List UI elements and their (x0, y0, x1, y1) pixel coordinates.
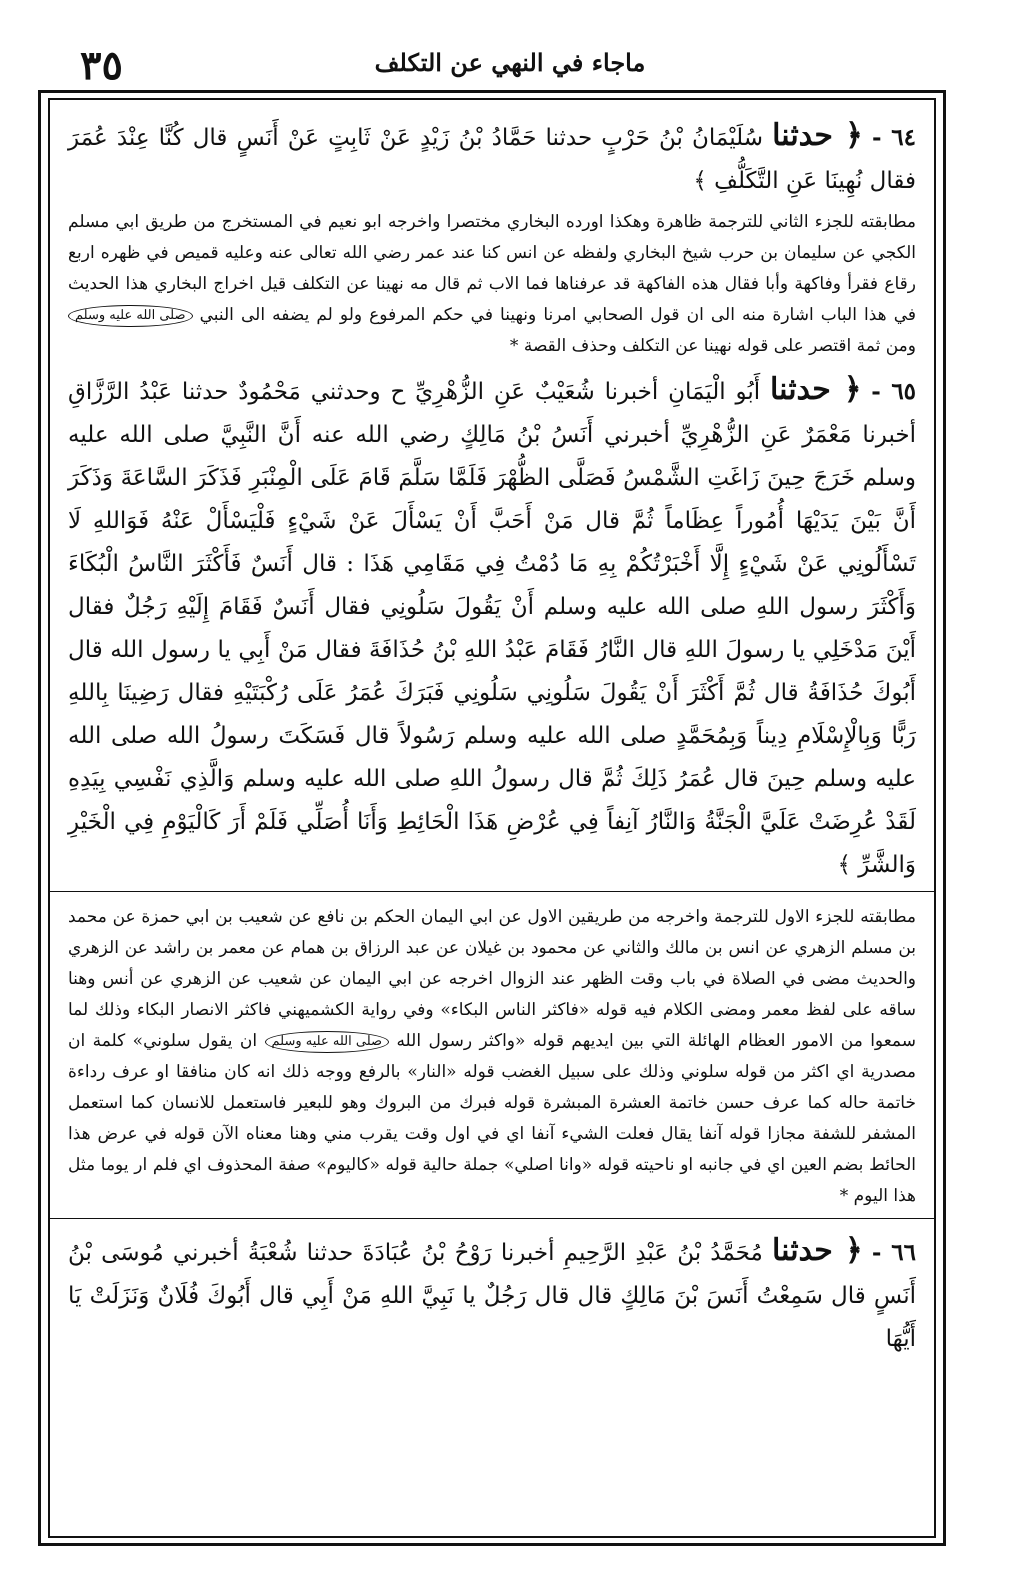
section-divider (50, 891, 934, 892)
commentary-text: مطابقته للجزء الاول للترجمة واخرجه من طريقين الاول عن ابي اليمان الحكم بن نافع عن شعيب بن ابي حمزة عن محمد بن مسلم الزهري عن انس بن مالك والثاني عن محمود بن غيلان عن عبد الرزاق بن همام عن معمر بن راشد عن الزهري والحديث مضى في الصلاة في باب وقت الظهر عند الزوال اخرجه عن ابي اليمان عن شعيب عن الزهري عن أنس وهنا ساقه على لفظ معمر ومضى الكلام فيه قوله «فاكثر الناس البكاء» وفي رواية الكشميهني فاكثر الانصار البكاء وذلك لما سمعوا من الامور العظام الهائلة التي بين ايديهم قوله «واكثر رسول الله (68, 907, 916, 1051)
hadith-number: ٦٤ - (871, 124, 917, 151)
hadith-opener: ﴿ حدثنا (772, 1233, 863, 1268)
running-title: ماجاء في النهي عن التكلف (374, 48, 646, 77)
hadith-text: مُحَمَّدُ بْنُ عَبْدِ الرَّحِيمِ أخبرنا رَوْحُ بْنُ عُبَادَةَ حدثنا شُعْبَةُ أخبرني مُوسَى بْنُ أَنَسٍ قال سَمِعْتُ أَنَسَ بْنَ مَالِكٍ قال قال رَجُلٌ يا نَبِيَّ اللهِ مَنْ أَبِي قال أَبُوكَ فُلَانٌ وَنَزَلَتْ يَا أَيُّهَا (68, 1240, 916, 1352)
hadith-65 (68, 368, 916, 887)
page-header (40, 38, 940, 90)
hadith-64 (68, 114, 916, 203)
hadith-opener: ﴿ حدثنا (772, 118, 863, 153)
text-frame (48, 98, 936, 1538)
salawat-symbol: صلى الله عليه وسلم (265, 1031, 390, 1053)
hadith-text: سُلَيْمَانُ بْنُ حَرْبٍ حدثنا حَمَّادُ بْنُ زَيْدٍ عَنْ ثَابِتٍ عَنْ أَنَسٍ قال كُنَّا عِنْدَ عُمَرَ فقال نُهِينَا عَنِ التَّكَلُّفِ ﴾ (68, 125, 916, 194)
commentary-text-end: ان يقول سلوني» كلمة ان مصدرية اي اكثر من قوله سلوني وذلك على سبيل الغضب قوله «النار» بالرفع ووجه ذلك انه كان منافقا او عرف رداءة خاتمة حاله كما عرف حسن خاتمة العشرة المبشرة قوله فبرك من البروك وهو للبعير فاستعمل للانسان كما استعمل المشفر للشفة مجازا قوله آنفا يقال فعلت الشيء آنفا اي في اول وقت يقرب مني وهنا معناه الآن قوله في عرض هذا الحائط بضم العين اي في جانبه او ناحيته قوله «وانا اصلي» جملة حالية قوله «كاليوم» صفة المحذوف اي فلم ار يوما مثل هذا اليوم * (68, 1031, 916, 1206)
hadith-number: ٦٥ - (871, 378, 917, 405)
section-divider (50, 1218, 934, 1219)
hadith-number: ٦٦ - (871, 1239, 917, 1266)
commentary-text: مطابقته للجزء الثاني للترجمة ظاهرة وهكذا اورده البخاري مختصرا واخرجه ابو نعيم في المستخرج من طريق ابي مسلم الكجي عن سليمان بن حرب شيخ البخاري ولفظه عن انس كنا عند عمر رضي الله تعالى عنه وعليه قميص في ظهره اربع رقاع فقرأ وفاكهة وأبا فقال هذه الفاكهة قد عرفناها فما الاب ثم قال مه نهينا عن التكلف قيل اخراج البخاري هذا الحديث في هذا الباب اشارة منه الى ان قول الصحابي امرنا ونهينا في حكم المرفوع ولو لم يضفه الى النبي (68, 212, 917, 325)
hadith-opener: ﴿ حدثنا (770, 372, 862, 407)
commentary-64 (68, 207, 916, 362)
hadith-66 (68, 1229, 916, 1361)
commentary-65 (68, 902, 916, 1212)
commentary-text-end: ومن ثمة اقتصر على قوله نهينا عن التكلف وحذف القصة * (509, 336, 916, 356)
salawat-symbol: صلى الله عليه وسلم (68, 305, 193, 327)
hadith-text: أَبُو الْيَمَانِ أخبرنا شُعَيْبٌ عَنِ الزُّهْرِيِّ ح وحدثني مَحْمُودٌ حدثنا عَبْدُ الرَّزَّاقِ أخبرنا مَعْمَرٌ عَنِ الزُّهْرِيِّ أخبرني أَنَسُ بْنُ مَالِكٍ رضي الله عنه أَنَّ النَّبِيَّ صلى الله عليه وسلم خَرَجَ حِينَ زَاغَتِ الشَّمْسُ فَصَلَّى الظُّهْرَ فَلَمَّا سَلَّمَ قَامَ عَلَى الْمِنْبَرِ فَذَكَرَ السَّاعَةَ وَذَكَرَ أَنَّ بَيْنَ يَدَيْهَا أُمُوراً عِظَاماً ثُمَّ قال مَنْ أَحَبَّ أَنْ يَسْأَلَ عَنْ شَيْءٍ فَلْيَسْأَلْ عَنْهُ فَوَاللهِ لَا تَسْأَلُونِي عَنْ شَيْءٍ إِلَّا أَخْبَرْتُكُمْ بِهِ مَا دُمْتُ فِي مَقَامِي هَذَا : قال أَنَسٌ فَأَكْثَرَ النَّاسُ الْبُكَاءَ وَأَكْثَرَ رسول اللهِ صلى الله عليه وسلم أَنْ يَقُولَ سَلُونِي فقال أَنَسٌ فَقَامَ إِلَيْهِ رَجُلٌ فقال أَيْنَ مَدْخَلِي يا رسولَ اللهِ قال النَّارُ فَقَامَ عَبْدُ اللهِ بْنُ حُذَافَةَ فقال مَنْ أَبِي يا رسول الله قال أَبُوكَ حُذَافَةُ قال ثُمَّ أَكْثَرَ أَنْ يَقُولَ سَلُونِي سَلُونِي فَبَرَكَ عُمَرُ عَلَى رُكْبَتَيْهِ فقال رَضِينَا بِاللهِ رَبًّا وَبِالْإِسْلَامِ دِيناً وَبِمُحَمَّدٍ صلى الله عليه وسلم رَسُولاً قال فَسَكَتَ رسولُ الله صلى الله عليه وسلم حِينَ قال عُمَرُ ذَلِكَ ثُمَّ قال رسولُ اللهِ صلى الله عليه وسلم وَالَّذِي نَفْسِي بِيَدِهِ لَقَدْ عُرِضَتْ عَلَيَّ الْجَنَّةُ وَالنَّارُ آنِفاً فِي عُرْضِ هَذَا الْحَائِطِ وَأَنَا أُصَلِّي فَلَمْ أَرَ كَالْيَوْمِ فِي الْخَيْرِ وَالشَّرِّ ﴾ (68, 379, 916, 878)
page-number: ٣٥ (80, 42, 123, 89)
